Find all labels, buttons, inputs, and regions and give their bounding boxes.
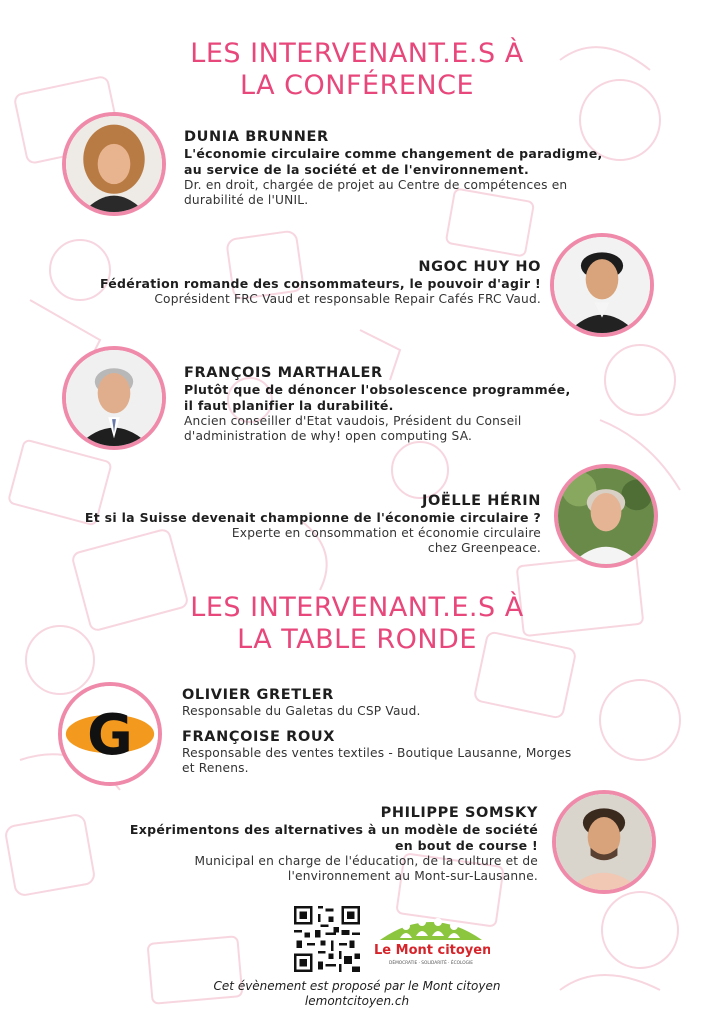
speaker-role: Ancien conseiller d'Etat vaudois, Président du Conseil d'administration de why! open computing SA. xyxy=(184,414,522,443)
speaker-talk: Et si la Suisse devenait championne de l'économie circulaire ? xyxy=(84,510,541,525)
speaker-name: DUNIA BRUNNER xyxy=(184,129,329,145)
logo-tagline: DÉMOCRATIE · SOLIDARITÉ · ÉCOLOGIE xyxy=(389,961,473,966)
speaker-dunia-brunner xyxy=(184,128,684,208)
footer-line1: Cet évènement est proposé par le Mont citoyen xyxy=(213,979,501,993)
speaker-talk: Plutôt que de dénoncer l'obsolescence programmée, il faut planifier la durabilité. xyxy=(184,382,571,413)
avatar-francois-marthaler xyxy=(62,346,166,450)
avatar-ngoc-huy-ho xyxy=(550,233,654,337)
qr-code-icon[interactable] xyxy=(294,906,360,972)
footer-website-link[interactable]: lemontcitoyen.ch xyxy=(304,994,410,1008)
speaker-talk: Fédération romande des consommateurs, le pouvoir d'agir ! xyxy=(99,276,541,291)
avatar-joelle-herin xyxy=(554,464,658,568)
conference-title-line1: LES INTERVENANT.E.S À xyxy=(190,38,524,69)
speaker-role: Responsable du Galetas du CSP Vaud. xyxy=(182,704,421,718)
speaker-talk: Expérimentons des alternatives à un modèle de société en bout de course ! xyxy=(129,822,538,853)
galetas-g-logo: G xyxy=(87,703,133,769)
speaker-olivier-gretler xyxy=(182,686,682,719)
speaker-francoise-roux xyxy=(182,728,682,776)
speaker-role: Experte en consommation et économie circulaire chez Greenpeace. xyxy=(231,526,541,555)
le-mont-citoyen-logo[interactable] xyxy=(372,906,490,968)
roundtable-title-line2: LA TABLE RONDE xyxy=(237,624,477,655)
roundtable-title xyxy=(0,592,714,656)
footer xyxy=(0,979,714,1009)
speaker-ngoc-huy-ho xyxy=(20,258,541,307)
speaker-name: JOËLLE HÉRIN xyxy=(422,493,541,509)
speaker-name: NGOC HUY HO xyxy=(418,259,541,275)
avatar-galetas-logo xyxy=(58,682,162,786)
speaker-name: OLIVIER GRETLER xyxy=(182,687,334,703)
speaker-name: PHILIPPE SOMSKY xyxy=(380,805,538,821)
speaker-role: Coprésident FRC Vaud et responsable Repair Cafés FRC Vaud. xyxy=(154,292,541,306)
speaker-role: Municipal en charge de l'éducation, de la culture et de l'environnement au Mont-sur-Lausanne. xyxy=(194,854,538,883)
speaker-francois-marthaler xyxy=(184,364,684,444)
speaker-talk: L'économie circulaire comme changement de paradigme, au service de la société et de l'environnement. xyxy=(184,146,603,177)
avatar-philippe-somsky xyxy=(552,790,656,894)
speaker-joelle-herin xyxy=(20,492,541,556)
conference-title xyxy=(0,38,714,102)
conference-title-line2: LA CONFÉRENCE xyxy=(239,70,475,101)
logo-name: Le Mont citoyen xyxy=(374,943,490,958)
avatar-dunia-brunner xyxy=(62,112,166,216)
speaker-philippe-somsky xyxy=(20,804,538,884)
speaker-name: FRANÇOISE ROUX xyxy=(182,729,336,745)
speaker-name: FRANÇOIS MARTHALER xyxy=(184,365,383,381)
speaker-role: Dr. en droit, chargée de projet au Centre de compétences en durabilité de l'UNIL. xyxy=(184,178,568,207)
roundtable-title-line1: LES INTERVENANT.E.S À xyxy=(190,592,524,623)
speaker-role: Responsable des ventes textiles - Boutique Lausanne, Morges et Renens. xyxy=(182,746,572,775)
